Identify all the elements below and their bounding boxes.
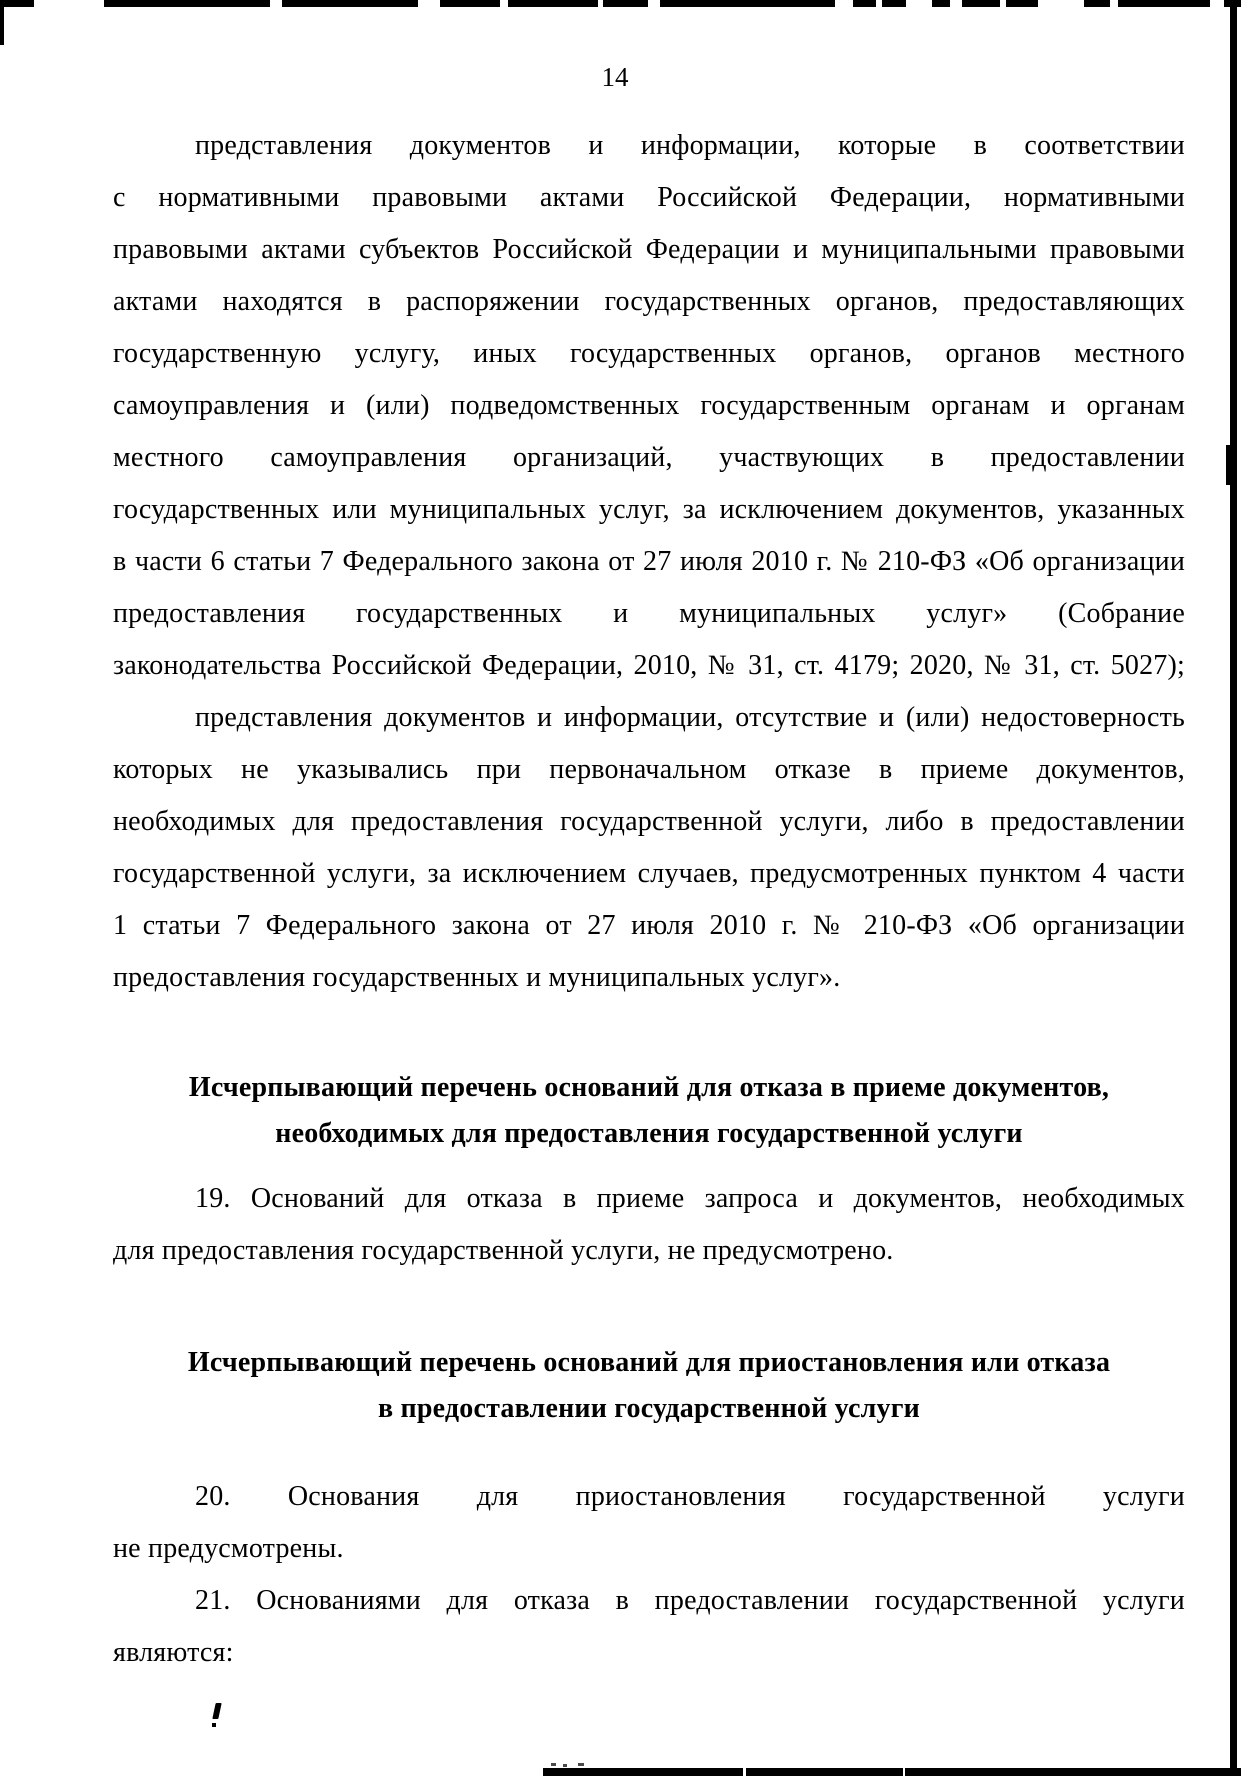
text-line: которых не указывались при первоначальном отказе в приеме документов, (113, 754, 1185, 785)
text-line: 21. Основаниями для отказа в предоставлении государственной услуги (195, 1585, 1185, 1616)
text-line: представления документов и информации, отсутствие и (или) недостоверность (195, 702, 1185, 733)
ink-speck (212, 1703, 221, 1719)
ink-speck-dot (212, 1723, 216, 1727)
text-line: в части 6 статьи 7 Федерального закона от 27 июля 2010 г. № 210-ФЗ «Об организации (113, 546, 1185, 577)
text-line: 19. Оснований для отказа в приеме запроса и документов, необходимых (195, 1183, 1185, 1214)
text-line: актами находятся в распоряжении государственных органов, предоставляющих (113, 286, 1185, 317)
paragraph-documents-info (113, 120, 1185, 692)
paragraph-documents-refusal (113, 692, 1185, 1004)
scan-edge-bottom (543, 1768, 1241, 1776)
heading-line: Исчерпывающий перечень оснований для приостановления или отказа (187, 1347, 1111, 1378)
text-line: 1 статьи 7 Федерального закона от 27 июля 2010 г. № 210-ФЗ «Об организации (113, 910, 1185, 941)
heading-line: необходимых для предоставления государственной услуги (275, 1118, 1023, 1149)
text-line: законодательства Российской Федерации, 2010, № 31, ст. 4179; 2020, № 31, ст. 5027); (113, 650, 1185, 681)
text-line: государственную услугу, иных государственных органов, органов местного (113, 338, 1185, 369)
text-line: 20. Основания для приостановления государственной услуги (195, 1481, 1185, 1512)
scan-edge-left-corner (0, 0, 4, 45)
text-line: государственных или муниципальных услуг, за исключением документов, указанных (113, 494, 1185, 525)
scan-edge-right-blot (1226, 445, 1230, 485)
text-line: не предусмотрены. (113, 1533, 344, 1564)
section-heading-refusal-documents (113, 1065, 1185, 1157)
scan-edge-top (0, 0, 1241, 7)
text-line: предоставления государственных и муниципальных услуг» (Собрание (113, 598, 1185, 629)
text-line: государственной услуги, за исключением случаев, предусмотренных пунктом 4 части (113, 858, 1185, 889)
text-line: являются: (113, 1637, 234, 1668)
page-number: 14 (601, 62, 629, 92)
heading-line: Исчерпывающий перечень оснований для отказа в приеме документов, (188, 1072, 1110, 1103)
text-line: местного самоуправления организаций, участвующих в предоставлении (113, 442, 1185, 473)
text-line: предоставления государственных и муниципальных услуг». (113, 962, 841, 993)
scan-speck (578, 1763, 584, 1766)
scan-speck (563, 1764, 567, 1767)
text-line: правовыми актами субъектов Российской Федерации и муниципальными правовыми (113, 234, 1185, 265)
scan-edge-right (1230, 5, 1237, 1776)
scan-speck (551, 1763, 556, 1766)
text-line: представления документов и информации, которые в соответствии (195, 130, 1185, 161)
paragraph-20-21 (113, 1471, 1185, 1679)
text-line: с нормативными правовыми актами Российской Федерации, нормативными (113, 182, 1185, 213)
heading-line: в предоставлении государственной услуги (378, 1393, 920, 1424)
text-line: самоуправления и (или) подведомственных государственным органам и органам (113, 390, 1185, 421)
text-line: для предоставления государственной услуги, не предусмотрено. (113, 1235, 894, 1266)
paragraph-19 (113, 1173, 1185, 1277)
text-line: необходимых для предоставления государственной услуги, либо в предоставлении (113, 806, 1185, 837)
section-heading-suspension-refusal (113, 1340, 1185, 1432)
